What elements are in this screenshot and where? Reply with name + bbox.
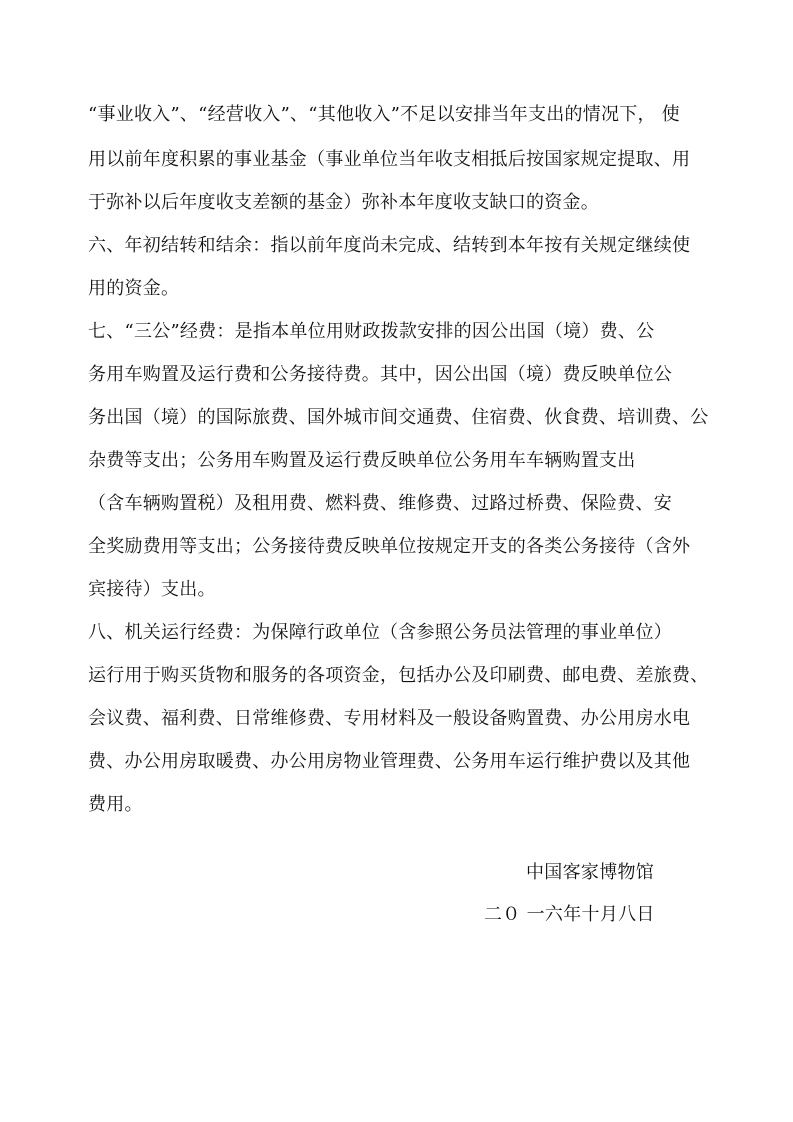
- body-line: （含车辆购置税）及租用费、燃料费、维修费、过路过桥费、保险费、安: [88, 493, 672, 514]
- body-line: 用的资金。: [88, 278, 180, 299]
- body-line: 务出国（境）的国际旅费、国外城市间交通费、住宿费、伙食费、培训费、公: [88, 407, 709, 428]
- body-line: 运行用于购买货物和服务的各项资金，包括办公及印刷费、邮电费、差旅费、: [88, 665, 709, 686]
- signature-organization: 中国客家博物馆: [526, 862, 655, 883]
- signature-date: 二０ 一六年十月八日: [484, 904, 655, 925]
- body-line: 七、“三公”经费：是指本单位用财政拨款安排的因公出国（境）费、公: [88, 321, 655, 342]
- body-line: 八、机关运行经费：为保障行政单位（含参照公务员法管理的事业单位）: [88, 622, 672, 643]
- body-line: 于弥补以后年度收支差额的基金）弥补本年度收支缺口的资金。: [88, 192, 599, 213]
- body-line: 六、年初结转和结余：指以前年度尚未完成、结转到本年按有关规定继续使: [88, 235, 691, 256]
- body-line: 务用车购置及运行费和公务接待费。其中，因公出国（境）费反映单位公: [88, 364, 672, 385]
- body-line: 用以前年度积累的事业基金（事业单位当年收支相抵后按国家规定提取、用: [88, 149, 691, 170]
- body-line: 全奖励费用等支出；公务接待费反映单位按规定开支的各类公务接待（含外: [88, 536, 691, 557]
- body-line: 会议费、福利费、日常维修费、专用材料及一般设备购置费、办公用房水电: [88, 708, 691, 729]
- body-line: 宾接待）支出。: [88, 579, 216, 600]
- body-line: 费、办公用房取暖费、办公用房物业管理费、公务用车运行维护费以及其他: [88, 751, 691, 772]
- body-line: 费用。: [88, 794, 143, 815]
- body-line: “事业收入”、“经营收入”、“其他收入”不足以安排当年支出的情况下， 使: [88, 104, 680, 125]
- body-line: 杂费等支出；公务用车购置及运行费反映单位公务用车车辆购置支出: [88, 450, 636, 471]
